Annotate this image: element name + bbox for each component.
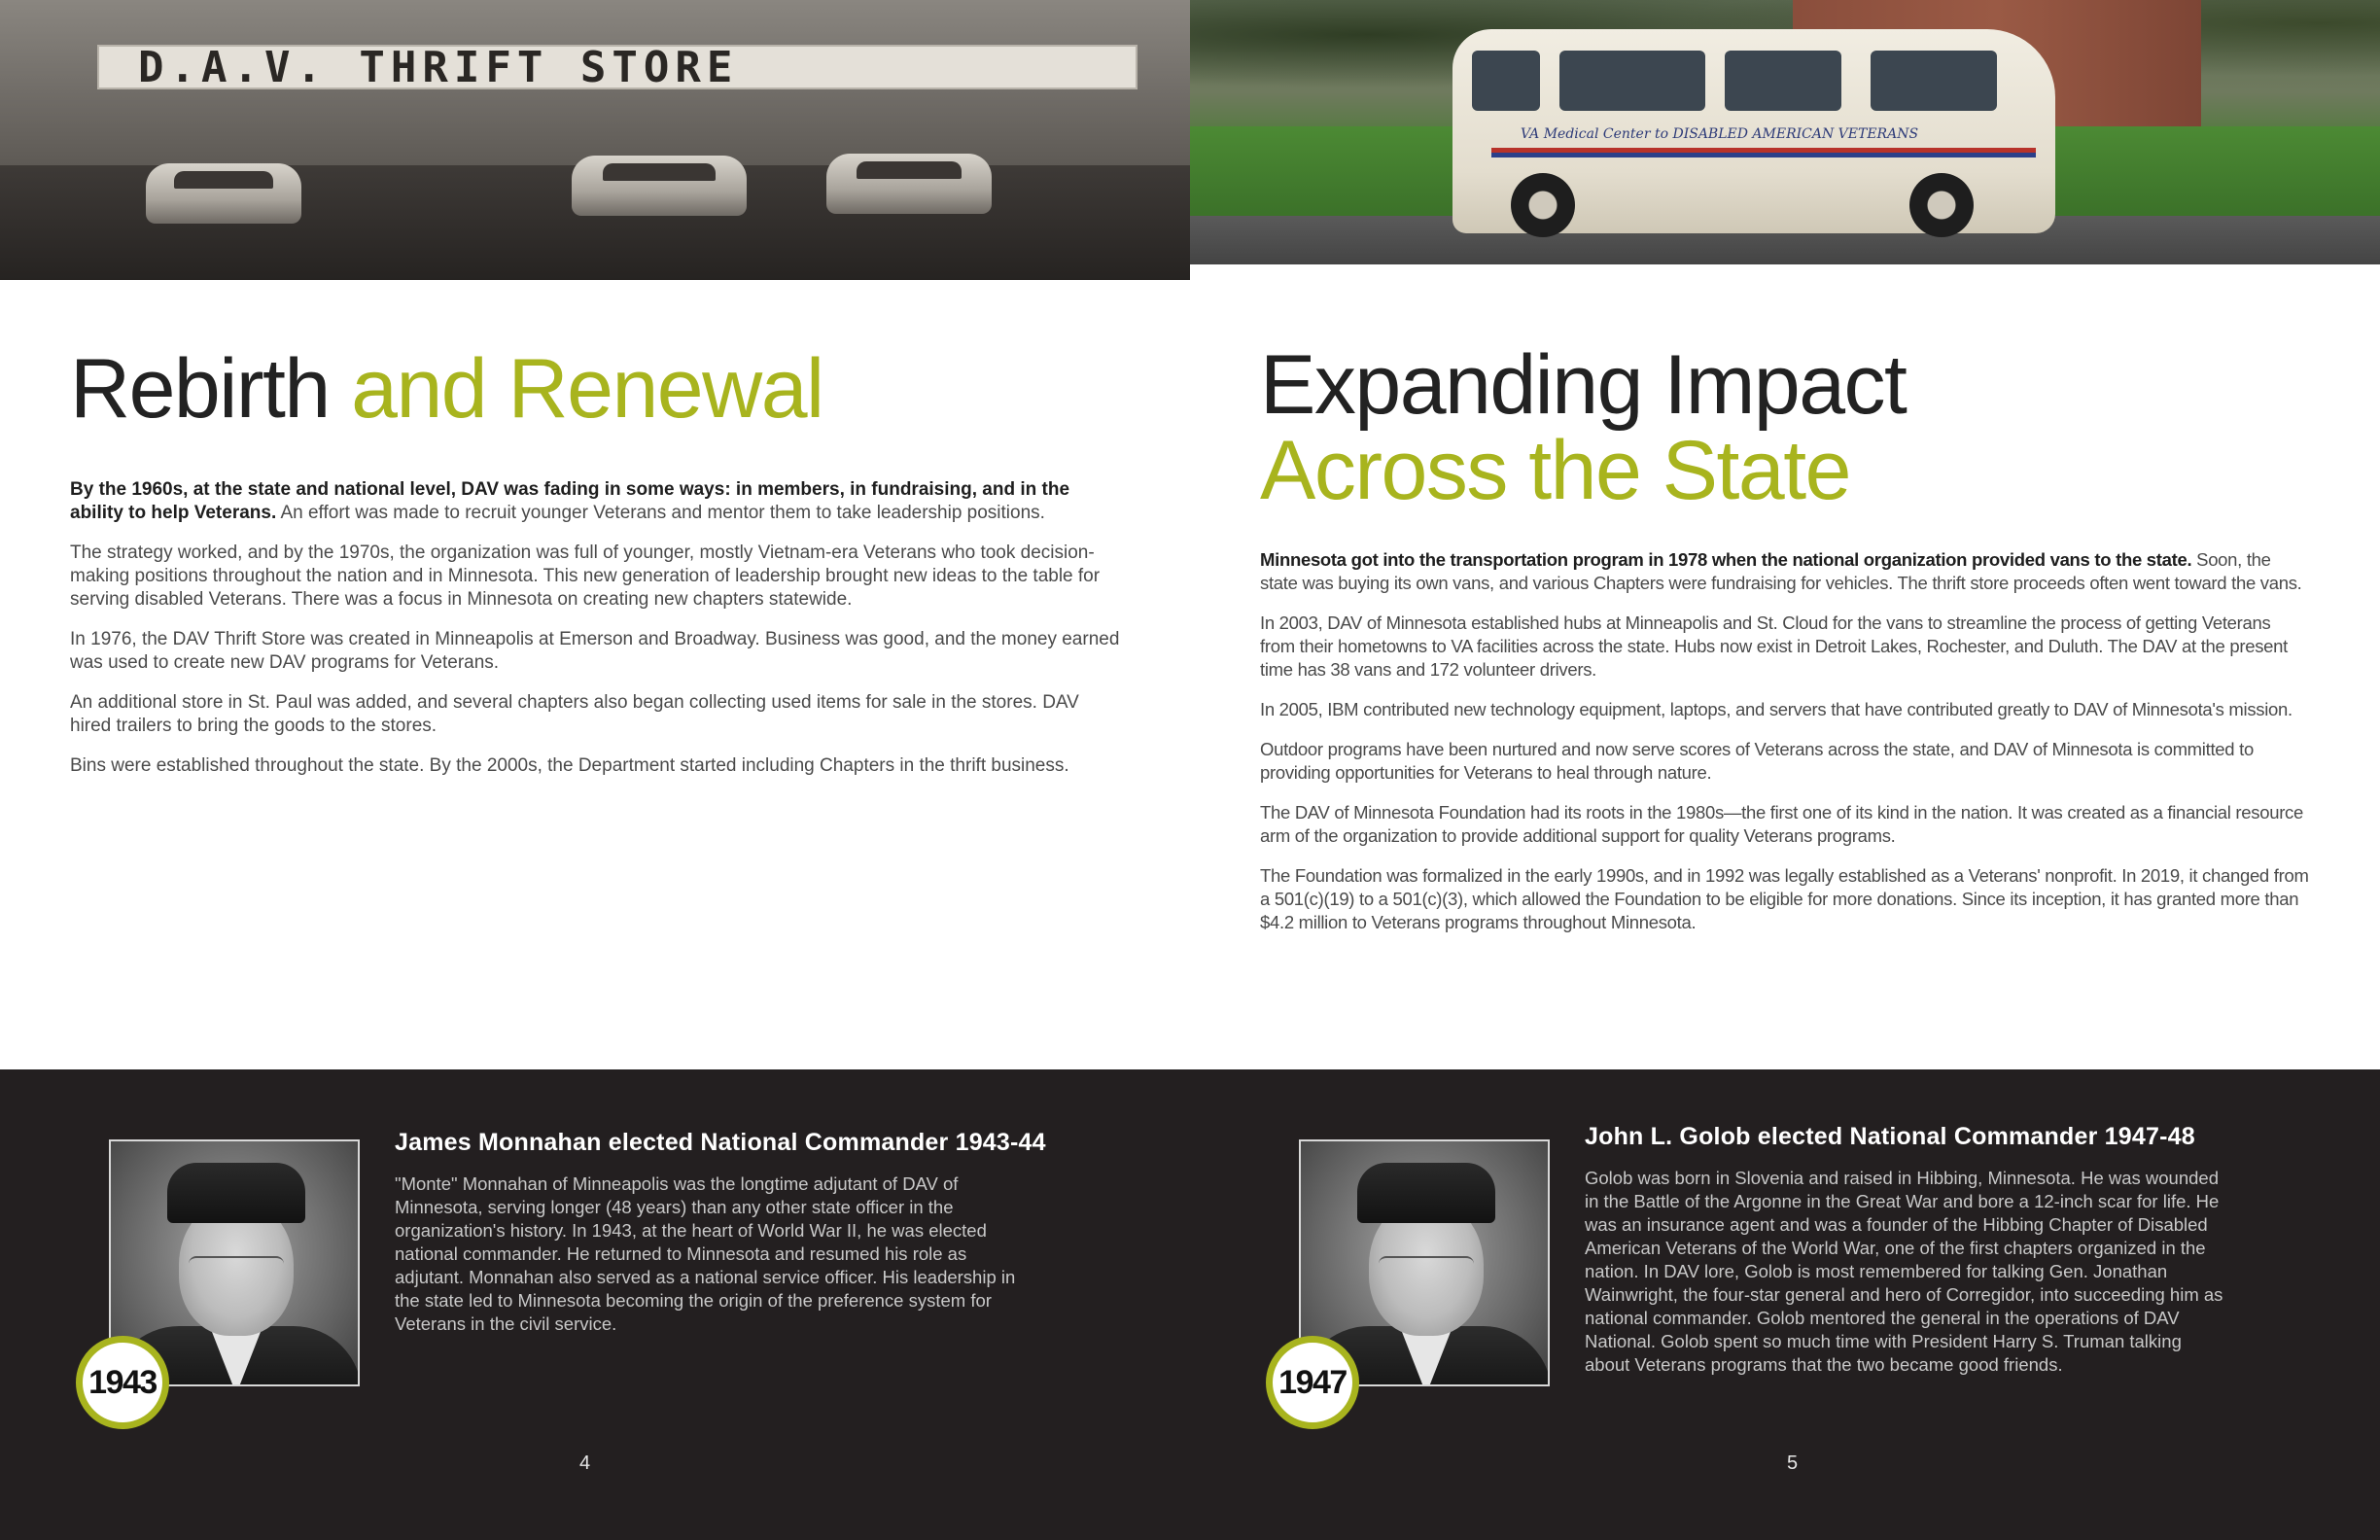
van-wheel bbox=[1511, 173, 1575, 237]
bio-title-golob: John L. Golob elected National Commander 1947-48 bbox=[1585, 1123, 2195, 1150]
page-title-left bbox=[70, 342, 823, 436]
car bbox=[826, 154, 992, 214]
portrait-glasses bbox=[189, 1256, 284, 1278]
paragraph: In 2005, IBM contributed new technology equipment, laptops, and servers that have contributed greatly to DAV of Minnesota's mission. bbox=[1260, 699, 2292, 719]
paragraph: The DAV of Minnesota Foundation had its roots in the 1980s—the first one of its kind in the nation. It was created as a financial resource arm of the organization to provide additional support for quality Veterans programs. bbox=[1260, 802, 2303, 846]
right-body-text bbox=[1260, 548, 2310, 951]
page-number-left: 4 bbox=[579, 1452, 591, 1474]
store-sign: D.A.V. THRIFT STORE bbox=[97, 45, 1138, 89]
left-body-text bbox=[70, 478, 1120, 794]
van-window bbox=[1559, 51, 1705, 111]
title-dark-part: Rebirth bbox=[70, 342, 352, 436]
van-window bbox=[1871, 51, 1997, 111]
lead-sentence: By the 1960s, at the state and national level, DAV was fading in some ways: in members, in fundraising, and in the ability to help Veterans. bbox=[70, 479, 1070, 523]
van-window bbox=[1725, 51, 1841, 111]
page-title-right-line1: Expanding Impact bbox=[1260, 338, 1907, 432]
thrift-store-photo bbox=[0, 0, 1190, 280]
bio-text-golob: Golob was born in Slovenia and raised in Hibbing, Minnesota. He was wounded in the Battle of the Argonne in the Great War and bore a 12-inch scar for life. He was an insurance agent and was a founder of the Hibbing Chapter of Disabled American Veterans of the World War, one of the first chapters organized in the nation. In DAV lore, Golob is most remembered for talking Gen. Jonathan Wainwright, the four-star general and hero of Corregidor, into succeeding him as national commander. Golob mentored the general in the operations of DAV National. Golob spent so much time with President Harry S. Truman talking about Veterans programs that the two became good friends. bbox=[1585, 1168, 2223, 1375]
paragraph-rest: Soon, the state was buying its own vans, and various Chapters were fundraising for vehicles. The thrift store proceeds often went toward the vans. bbox=[1260, 549, 2302, 593]
portrait-glasses bbox=[1379, 1256, 1474, 1278]
paragraph: The strategy worked, and by the 1970s, the organization was full of younger, mostly Vietnam-era Veterans who took decision-making positions throughout the nation and in Minnesota. This new generation of leadership brought new ideas to the table for serving disabled Veterans. There was a focus in Minnesota on creating new chapters statewide. bbox=[70, 542, 1101, 610]
page-title-right-line2: Across the State bbox=[1260, 424, 1850, 517]
portrait-cap bbox=[167, 1163, 305, 1223]
year-badge-1943: 1943 bbox=[76, 1336, 169, 1429]
paragraph: Outdoor programs have been nurtured and now serve scores of Veterans across the state, and DAV of Minnesota is committed to providing opportunities for Veterans to heal through nature. bbox=[1260, 739, 2254, 783]
paragraph bbox=[70, 478, 1120, 525]
paragraph: The Foundation was formalized in the early 1990s, and in 1992 was legally established as a Veterans' nonprofit. In 2019, it changed from a 501(c)(19) to a 501(c)(3), which allowed the Foundation to be eligible for more donations. Since its inception, it has granted more than $4.2 million to Veterans programs throughout Minnesota. bbox=[1260, 865, 2309, 932]
bio-text-monnahan: "Monte" Monnahan of Minneapolis was the longtime adjutant of DAV of Minnesota, serving longer (48 years) than any other state officer in the organization's history. In 1943, at the heart of World War II, he was elected national commander. He returned to Minnesota and resumed his role as adjutant. Monnahan also served as a national service officer. His leadership in the state led to Minnesota becoming the origin of the preference system for Veterans in the civil service. bbox=[395, 1173, 1016, 1334]
van-stripe bbox=[1491, 148, 2036, 158]
paragraph bbox=[1260, 548, 2310, 595]
van-wheel bbox=[1909, 173, 1974, 237]
car bbox=[146, 163, 301, 224]
car bbox=[572, 156, 747, 216]
page-number-right: 5 bbox=[1787, 1452, 1799, 1474]
van-lettering: VA Medical Center to DISABLED AMERICAN VETERANS bbox=[1521, 126, 1919, 142]
paragraph-rest: An effort was made to recruit younger Veterans and mentor them to take leadership positions. bbox=[276, 503, 1045, 523]
paragraph: Bins were established throughout the state. By the 2000s, the Department started including Chapters in the thrift business. bbox=[70, 755, 1069, 776]
paragraph: In 1976, the DAV Thrift Store was created in Minneapolis at Emerson and Broadway. Business was good, and the money earned was used to create new DAV programs for Veterans. bbox=[70, 629, 1120, 673]
paragraph: In 2003, DAV of Minnesota established hubs at Minneapolis and St. Cloud for the vans to streamline the process of getting Veterans from their hometowns to VA facilities across the state. Hubs now exist in Detroit Lakes, Rochester, and Duluth. The DAV at the present time has 38 vans and 172 volunteer drivers. bbox=[1260, 612, 2288, 680]
bio-title-monnahan: James Monnahan elected National Commander 1943-44 bbox=[395, 1129, 1046, 1156]
van-window bbox=[1472, 51, 1540, 111]
year-badge-1947: 1947 bbox=[1266, 1336, 1359, 1429]
title-accent-part: and Renewal bbox=[351, 342, 823, 436]
portrait-cap bbox=[1357, 1163, 1495, 1223]
dav-van-photo bbox=[1190, 0, 2380, 264]
lead-sentence: Minnesota got into the transportation program in 1978 when the national organization provided vans to the state. bbox=[1260, 549, 2192, 570]
paragraph: An additional store in St. Paul was added, and several chapters also began collecting used items for sale in the stores. DAV hired trailers to bring the goods to the stores. bbox=[70, 692, 1079, 736]
